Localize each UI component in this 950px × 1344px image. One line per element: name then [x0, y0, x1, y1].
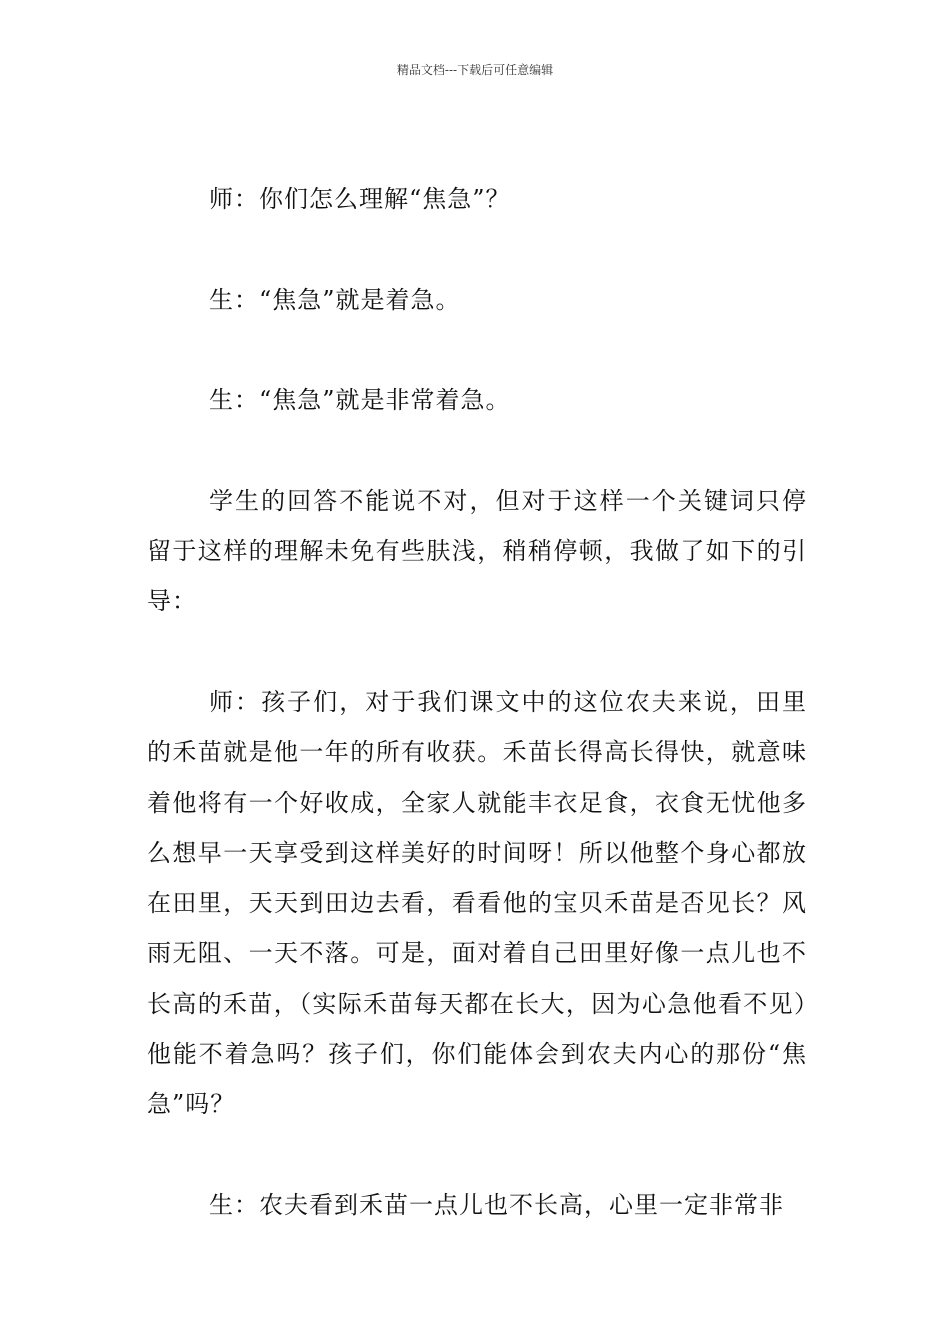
paragraph-gap [147, 425, 807, 475]
paragraph-teacher-guidance: 师：孩子们，对于我们课文中的这位农夫来说，田里的禾苗就是他一年的所有收获。禾苗长得高长得快，就意味着他将有一个好收成，全家人就能丰衣足食，衣食无忧他多么想早一天享受到这样美好的时间呀！所以他整个身心都放在田里，天天到田边去看，看看他的宝贝禾苗是否见长？风雨无阻、一天不落。可是，面对着自己田里好像一点儿也不长高的禾苗，（实际禾苗每天都在长大，因为心急他看不见）他能不着急吗？孩子们，你们能体会到农夫内心的那份“焦急”吗？ [147, 687, 807, 1119]
paragraph-student-answer-2: 生：“焦急”就是非常着急。 [209, 386, 511, 415]
paragraph-student-answer-1: 生：“焦急”就是着急。 [209, 285, 461, 314]
paragraph-gap [147, 627, 807, 677]
paragraph-gap [147, 325, 807, 375]
paragraph-teacher-question: 师：你们怎么理解“焦急”？ [209, 185, 511, 213]
paragraph-student-answer-3: 生：农夫看到禾苗一点儿也不长高，心里一定非常非 [209, 1190, 784, 1219]
paragraph-gap [147, 224, 807, 274]
paragraph-gap [147, 1130, 807, 1180]
page-header: 精品文档---下载后可任意编辑 [396, 63, 554, 77]
document-body [147, 174, 807, 1230]
paragraph-commentary: 学生的回答不能说不对，但对于这样一个关键词只停留于这样的理解未免有些肤浅，稍稍停顿，我做了如下的引导： [147, 486, 807, 616]
